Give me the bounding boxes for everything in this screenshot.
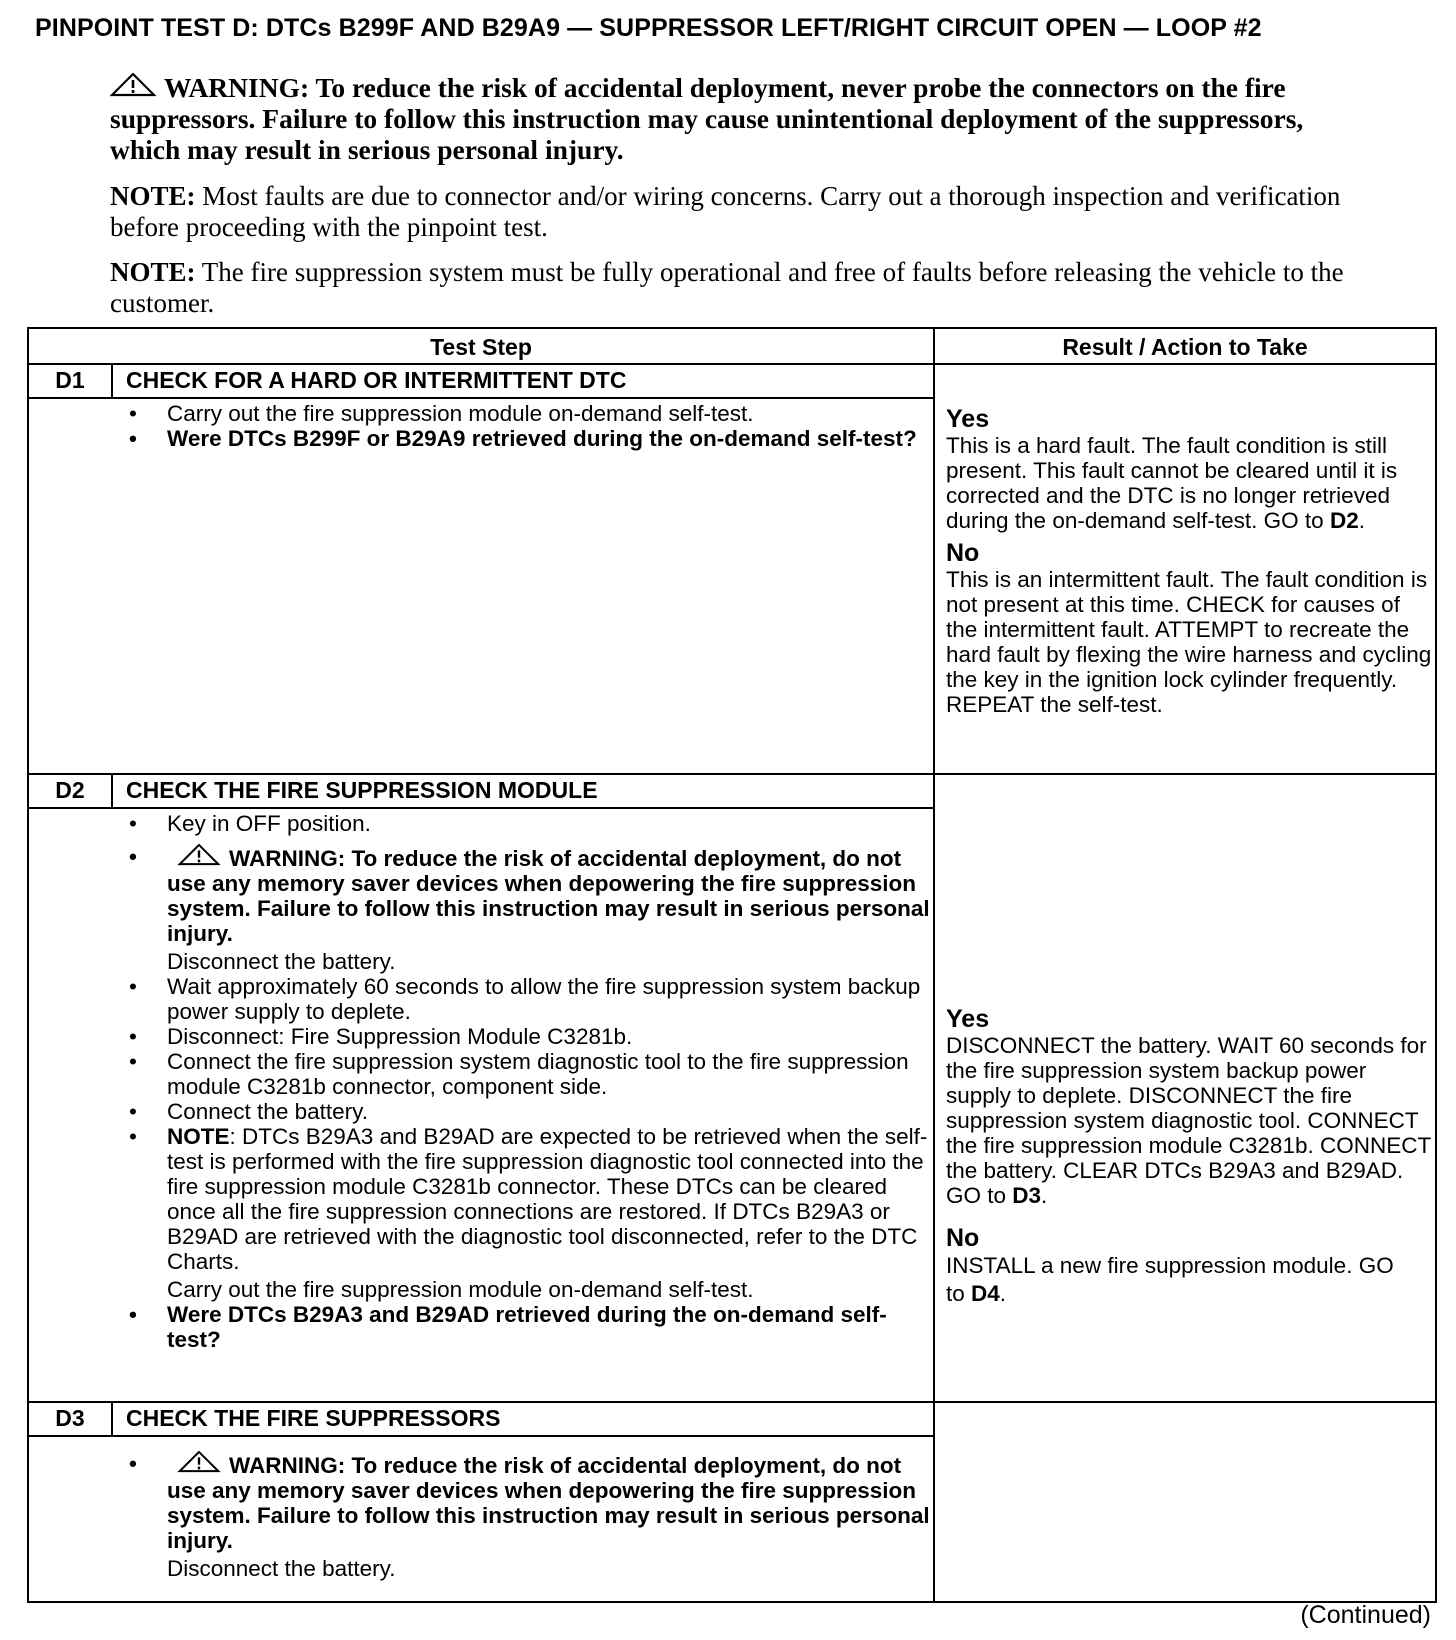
step-d2-action-selftest: Carry out the fire suppression module on-demand self-test.	[167, 1277, 754, 1302]
step-d1-id: D1	[55, 367, 85, 393]
note-1-text: Most faults are due to connector and/or wiring concerns. Carry out a thorough inspection and verification before proceeding with the pinpoint test.	[110, 181, 1341, 242]
step-d1-title: CHECK FOR A HARD OR INTERMITTENT DTC	[126, 367, 627, 393]
d1-id-divider	[111, 363, 113, 397]
d1-yes-text: This is a hard fault. The fault condition is still present. This fault cannot be cleared until it is corrected and the DTC is no longer retrieved during the on-demand self-test. GO to	[946, 433, 1398, 533]
step-d3-warning	[129, 1451, 939, 1553]
step-d2-result	[946, 1005, 1436, 1308]
d2-yes-text: DISCONNECT the battery. WAIT 60 seconds for the fire suppression system backup power supply to deplete. DISCONNECT the fire suppression system diagnostic tool. CONNECT the fire suppression module C3281b. CONNECT the battery. CLEAR DTCs B29A3 and B29AD. GO to	[946, 1033, 1431, 1208]
d2-yes-goto: D3	[1012, 1183, 1042, 1208]
step-d2-bullet-wait: • Wait approximately 60 seconds to allow the fire suppression system backup power supply to deplete.	[129, 974, 939, 1024]
step-d2-note	[129, 1124, 939, 1274]
header-result: Result / Action to Take	[1062, 334, 1308, 360]
d2-no-label: No	[946, 1224, 980, 1252]
step-d2-warning	[129, 844, 939, 946]
step-d2-bullet-connect-battery: • Connect the battery.	[129, 1099, 939, 1124]
d1-yes-action: This is a hard fault. The fault condition is still present. This fault cannot be cleared until it is corrected and the DTC is no longer retrieved during the on-demand self-test. GO to D2.	[946, 433, 1398, 533]
d1-no-label: No	[946, 539, 980, 567]
pinpoint-test-table	[27, 327, 1437, 1603]
step-d2-warning-text: WARNING: To reduce the risk of accidental deployment, do not use any memory saver devices when depowering the fire suppression system. Failure to follow this instruction may result in serious personal injury.	[167, 846, 930, 946]
header-test-step: Test Step	[430, 334, 532, 360]
d3-id-divider	[111, 1401, 113, 1435]
step-d3-action-disconnect: Disconnect the battery.	[167, 1556, 396, 1581]
d2-title-divider	[29, 807, 933, 809]
step-d2-bullet-1: • Key in OFF position.	[129, 811, 939, 836]
step-d2-bullet-connect-tool: • Connect the fire suppression system diagnostic tool to the fire suppression module C3281b connector, component side.	[129, 1049, 939, 1099]
step-d2-title: CHECK THE FIRE SUPPRESSION MODULE	[126, 777, 598, 803]
d1-bottom-divider	[29, 773, 1435, 775]
d1-title-divider	[29, 397, 933, 399]
d2-yes-label: Yes	[946, 1005, 990, 1033]
warning-triangle-icon	[177, 844, 221, 866]
warning-triangle-icon	[110, 73, 156, 97]
step-d2-id: D2	[55, 777, 85, 803]
d2-bottom-divider	[29, 1401, 1435, 1403]
step-d1-body	[129, 401, 939, 451]
step-d3-body	[129, 1451, 939, 1581]
top-warning	[110, 72, 1370, 165]
d2-no-action: INSTALL a new fire suppression module. GO to D4.	[946, 1253, 1394, 1306]
d2-no-goto: D4	[971, 1281, 1000, 1306]
step-d3-id: D3	[55, 1405, 85, 1431]
warning-triangle-icon	[177, 1451, 221, 1473]
note-1	[110, 181, 1350, 243]
step-d2-note-label: NOTE	[167, 1124, 230, 1149]
step-d1-bullet-1: • Carry out the fire suppression module on-demand self-test.	[129, 401, 939, 426]
d1-yes-goto: D2	[1329, 508, 1359, 533]
note-2-text: The fire suppression system must be fully operational and free of faults before releasing the vehicle to the customer.	[110, 257, 1344, 318]
top-warning-text: WARNING: To reduce the risk of accidental deployment, never probe the connectors on the fire suppressors. Failure to follow this instruction may cause unintentional deployment of the suppressors, which may result in serious personal injury.	[110, 72, 1304, 165]
d1-yes-label: Yes	[946, 405, 990, 433]
continued-label: (Continued)	[1300, 1601, 1431, 1629]
step-d3-title: CHECK THE FIRE SUPPRESSORS	[126, 1405, 501, 1431]
note-2-label: NOTE:	[110, 257, 196, 287]
d2-id-divider	[111, 773, 113, 807]
step-d1-result	[946, 405, 1436, 717]
d2-no-text: INSTALL a new fire suppression module. GO to	[946, 1253, 1394, 1306]
step-d2-action-disconnect: Disconnect the battery.	[167, 949, 396, 974]
step-d2-note-text: : DTCs B29A3 and B29AD are expected to be retrieved when the self-test is performed with the fire suppression diagnostic tool connected into the fire suppression module C3281b connector. These DTCs can be cleared once all the fire suppression connections are restored. If DTCs B29A3 or B29AD are retrieved with the diagnostic tool disconnected, refer to the DTC Charts.	[167, 1124, 928, 1274]
page-title: PINPOINT TEST D: DTCs B299F AND B29A9 — SUPPRESSOR LEFT/RIGHT CIRCUIT OPEN — LOOP #2	[35, 14, 1262, 42]
step-d1-question: • Were DTCs B299F or B29A9 retrieved during the on-demand self-test?	[129, 426, 939, 451]
step-d2-question: • Were DTCs B29A3 and B29AD retrieved during the on-demand self-test?	[129, 1302, 939, 1352]
note-1-label: NOTE:	[110, 181, 196, 211]
note-2	[110, 257, 1350, 319]
step-d2-bullet-disconnect-module: • Disconnect: Fire Suppression Module C3281b.	[129, 1024, 939, 1049]
step-d2-body	[129, 811, 939, 1352]
d3-title-divider	[29, 1435, 933, 1437]
d2-yes-action: DISCONNECT the battery. WAIT 60 seconds for the fire suppression system backup power supply to deplete. DISCONNECT the fire suppression system diagnostic tool. CONNECT the fire suppression module C3281b. CONNECT the battery. CLEAR DTCs B29A3 and B29AD. GO to D3.	[946, 1033, 1431, 1208]
header-divider	[29, 363, 1435, 365]
d1-no-action: This is an intermittent fault. The fault condition is not present at this time. CHECK for causes of the intermittent fault. ATTEMPT to recreate the hard fault by flexing the wire harness and cycling the key in the ignition lock cylinder frequently. REPEAT the self-test.	[946, 567, 1432, 717]
step-d3-warning-text: WARNING: To reduce the risk of accidental deployment, do not use any memory saver devices when depowering the fire suppression system. Failure to follow this instruction may result in serious personal injury.	[167, 1453, 930, 1553]
